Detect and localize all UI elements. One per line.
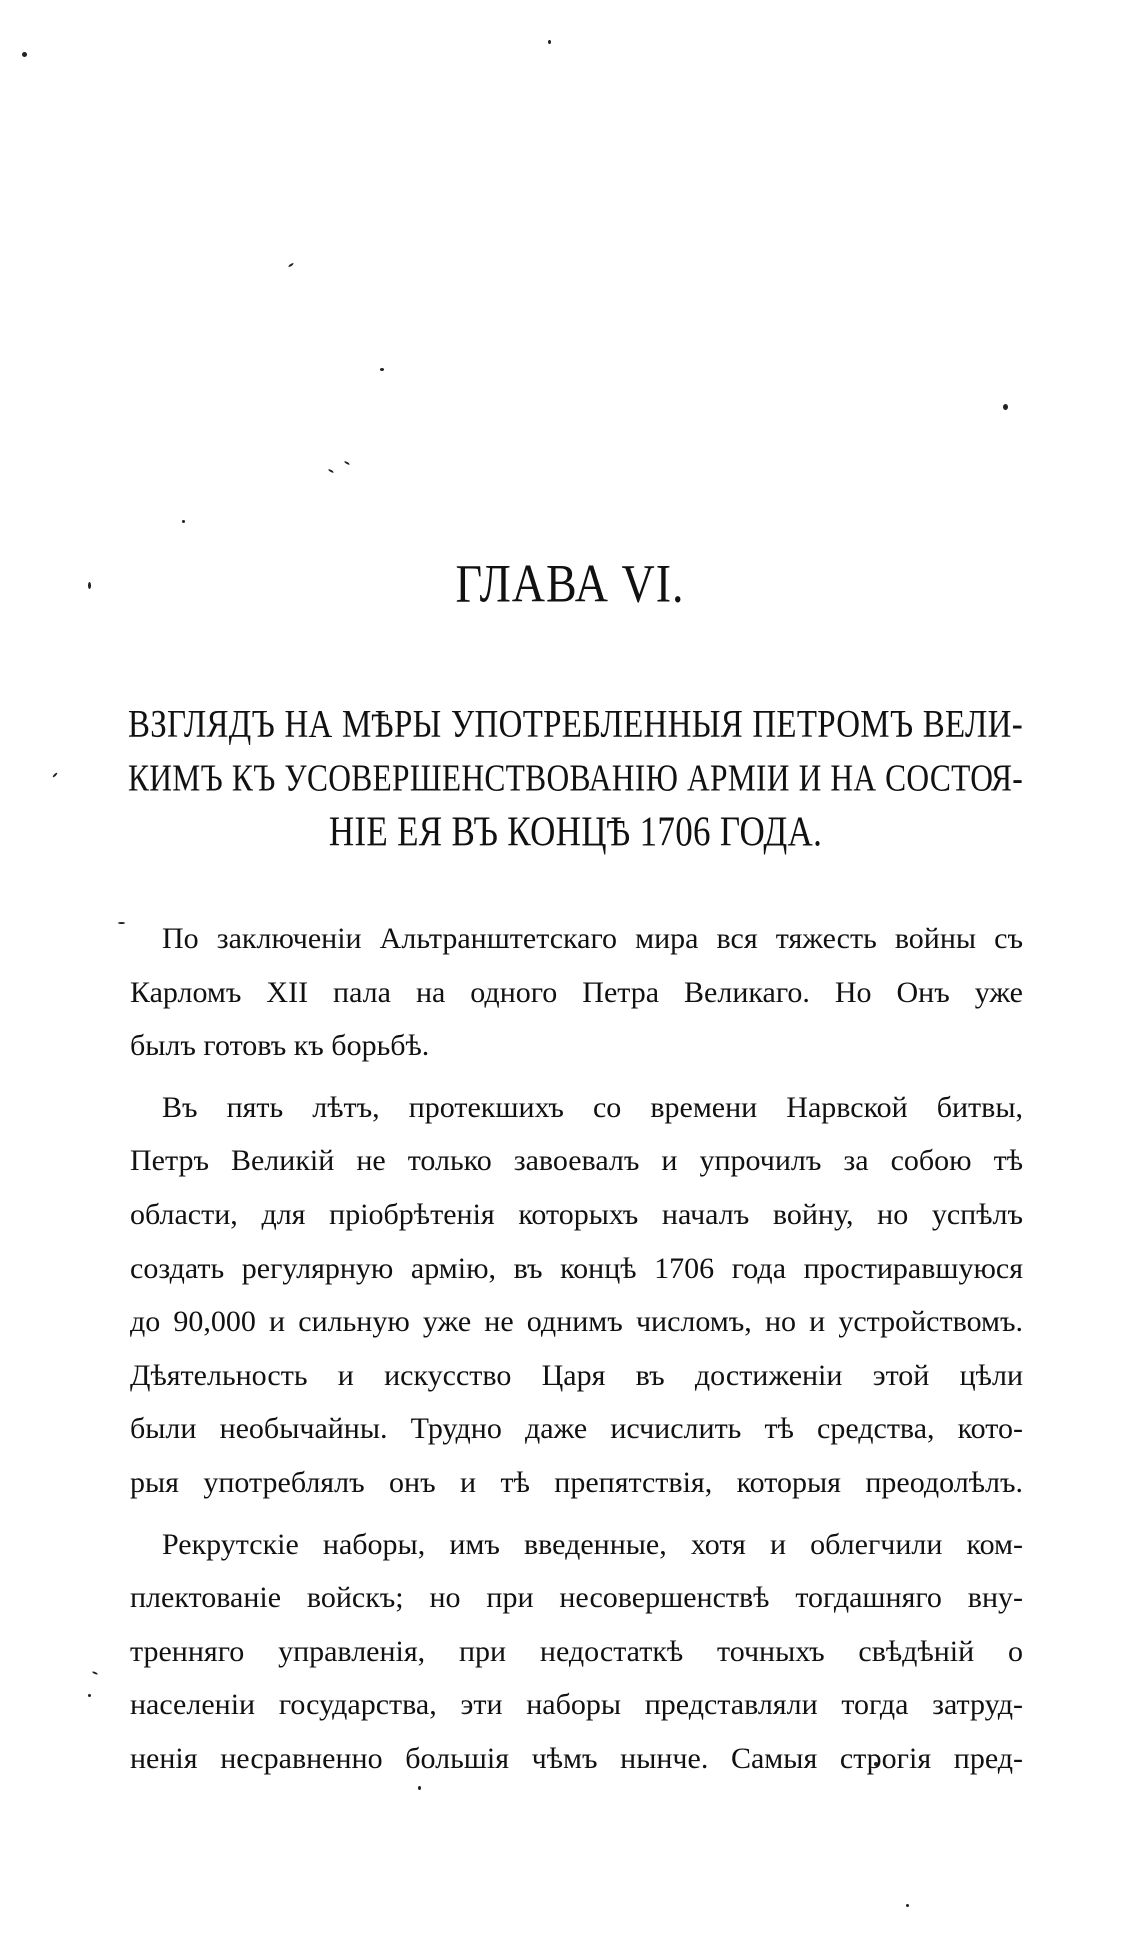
text-line: ненія несравненно большія чѣмъ нынче. Самыя строгія пред- <box>130 1741 1023 1775</box>
subtitle-line: НІЕ ЕЯ ВЪ КОНЦѢ 1706 ГОДА. <box>328 808 823 856</box>
text-line: былъ готовъ къ борьбѣ. <box>130 1029 430 1063</box>
text-line: Въ пять лѣтъ, протекшихъ со времени Нарвской битвы, <box>162 1090 1023 1124</box>
scan-speck <box>288 262 294 267</box>
text-line: По заключеніи Альтранштетскаго мира вся тяжесть войны съ <box>162 922 1023 955</box>
scan-speck <box>548 40 551 44</box>
text-line: плектованіе войскъ; но при несовершенствѣ тогдашняго вну- <box>130 1581 1023 1615</box>
body-text <box>130 912 1023 1794</box>
chapter-subtitle <box>128 692 1023 854</box>
subtitle-line: ВЗГЛЯДЪ НА МѢРЫ УПОТРЕБЛЕННЫЯ ПЕТРОМЪ ВЕЛИ- <box>128 702 1023 746</box>
scan-speck <box>92 1671 98 1675</box>
scan-speck <box>328 469 334 474</box>
chapter-title: ГЛАВА VI. <box>455 553 685 614</box>
text-line: создать регулярную армію, въ концѣ 1706 года простиравшуюся <box>130 1251 1023 1285</box>
text-line: тренняго управленія, при недостаткѣ точныхъ свѣдѣній о <box>130 1634 1023 1668</box>
scan-speck <box>1003 404 1008 410</box>
paragraph-1 <box>130 912 1023 1073</box>
scan-speck <box>380 368 384 371</box>
scan-speck <box>88 1694 91 1697</box>
text-line: Петръ Великій не только завоевалъ и упрочилъ за собою тѣ <box>130 1144 1023 1178</box>
scan-speck <box>118 922 125 924</box>
subtitle-line: КИМЪ КЪ УСОВЕРШЕНСТВОВАНІЮ АРМІИ И НА СОСТОЯ- <box>128 756 1023 799</box>
scan-speck <box>52 772 58 778</box>
scan-speck <box>906 1904 909 1907</box>
text-line: были необычайны. Трудно даже исчислить тѣ средства, кото- <box>130 1412 1023 1446</box>
scan-speck <box>22 52 27 57</box>
text-line: населеніи государства, эти наборы представляли тогда затруд- <box>130 1688 1023 1722</box>
scan-speck <box>182 520 185 523</box>
scan-speck <box>344 461 350 466</box>
text-line: Рекрутскіе наборы, имъ введенные, хотя и облегчили ком- <box>162 1527 1023 1561</box>
text-line: рыя употреблялъ онъ и тѣ препятствія, которыя преодолѣлъ. <box>130 1465 1023 1499</box>
paragraph-2 <box>130 1081 1023 1510</box>
paragraph-3 <box>130 1518 1023 1786</box>
text-line: Дѣятельность и искусство Царя въ достиженіи этой цѣли <box>130 1358 1023 1392</box>
text-line: до 90,000 и сильную уже не однимъ числомъ, но и устройствомъ. <box>130 1305 1023 1339</box>
text-line: области, для пріобрѣтенія которыхъ началъ войну, но успѣлъ <box>130 1197 1023 1231</box>
text-line: Карломъ XII пала на одного Петра Великаго. Но Онъ уже <box>130 975 1023 1009</box>
